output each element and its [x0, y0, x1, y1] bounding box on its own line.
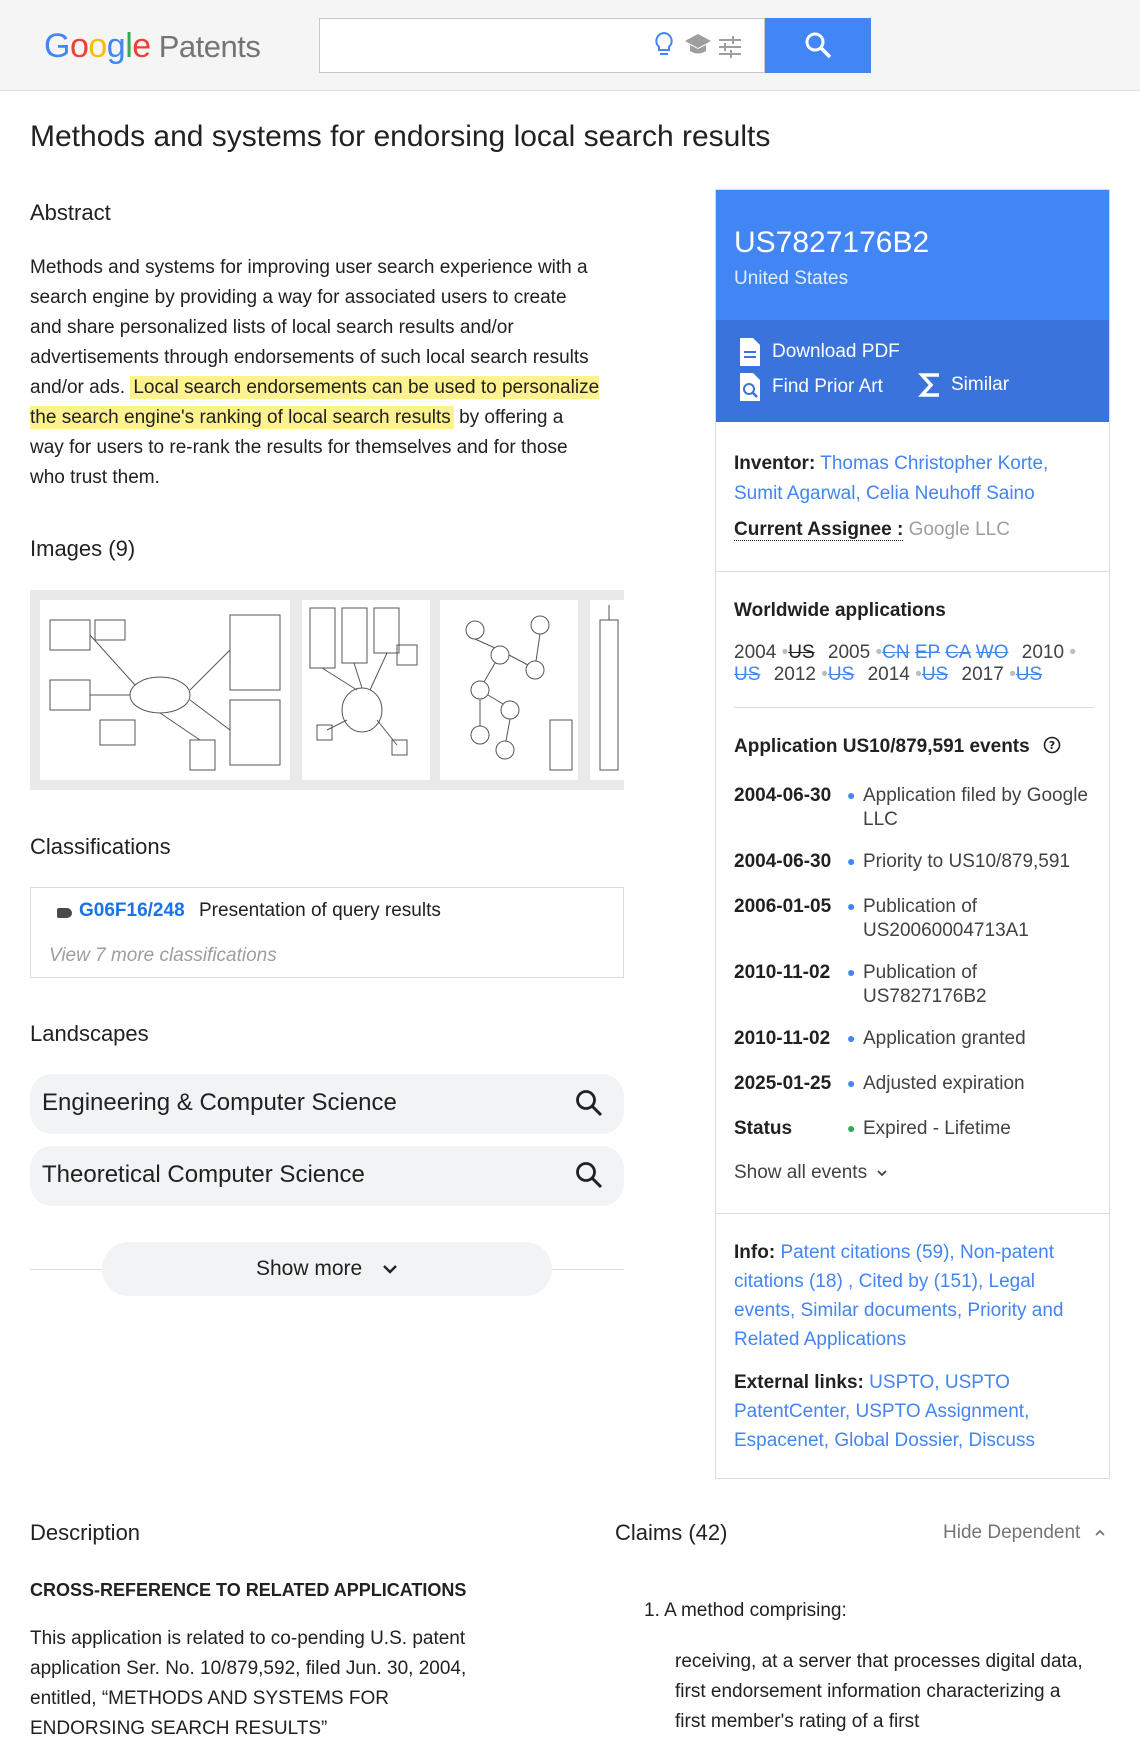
landscape-chip[interactable] [30, 1146, 624, 1206]
status-dot: ● [847, 1120, 856, 1136]
year-label: 2012 [773, 664, 816, 685]
country-link[interactable]: CN [882, 642, 910, 663]
event-date: 2006-01-05 [734, 896, 832, 917]
svg-text:?: ? [1048, 739, 1056, 752]
status-value: Expired - Lifetime [863, 1118, 1011, 1139]
prior-art-search-icon [738, 372, 762, 402]
classification-description: Presentation of query results [199, 900, 441, 921]
landscape-label: Engineering & Computer Science [42, 1089, 397, 1116]
event-dot: ● [847, 964, 856, 980]
download-pdf-label: Download PDF [772, 341, 900, 363]
claim-1-heading: 1. A method comprising: [644, 1600, 847, 1621]
logo-letter: G [44, 27, 70, 65]
info-link[interactable]: Cited by (151) [858, 1271, 978, 1292]
country-link[interactable]: WO [975, 642, 1009, 663]
scholar-icon[interactable] [684, 31, 712, 57]
event-dot: ● [847, 853, 856, 869]
divider [716, 571, 1109, 572]
inventor-link[interactable]: Celia Neuhoff Saino [866, 483, 1035, 504]
external-links-label: External links: [734, 1372, 864, 1393]
search-input[interactable] [319, 18, 765, 73]
worldwide-row: 2004 •US 2005 •CN EP CA WO 2010 • [734, 642, 1077, 663]
info-link[interactable]: Non-patent citations (18) [734, 1242, 1054, 1292]
event-dot: ● [847, 787, 856, 803]
tune-icon[interactable] [718, 36, 742, 58]
info-link[interactable]: Patent citations (59) [780, 1242, 950, 1263]
external-link[interactable]: USPTO PatentCenter [734, 1372, 1010, 1422]
search-icon [804, 31, 832, 59]
inventor-link[interactable]: Sumit Agarwal [734, 483, 856, 504]
help-icon[interactable] [1043, 736, 1061, 754]
worldwide-heading: Worldwide applications [734, 600, 946, 621]
hide-dependent-button[interactable] [943, 1522, 1106, 1544]
info-links: Info: Patent citations (59), Non-patent citations (18) , Cited by (151), Legal events, Similar documents, Priority and Related Applications [734, 1242, 1064, 1350]
label-icon [57, 908, 72, 918]
event-date: 2025-01-25 [734, 1073, 832, 1094]
country-link[interactable]: CA [945, 642, 971, 663]
find-prior-art-label: Find Prior Art [772, 376, 883, 398]
patent-number: US7827176B2 [734, 226, 930, 259]
abstract-heading: Abstract [30, 200, 111, 225]
country-link[interactable]: US [1015, 664, 1043, 685]
event-text: Application filed by Google LLC [863, 785, 1088, 830]
search-icon [574, 1088, 604, 1118]
logo-letter: g [106, 27, 126, 65]
abstract-text-part: Methods and systems for improving user search experience with a search engine by providing a way for associated users to create and share personalized lists of local search results and/or advertisements through endorsements of such local search results and/or ads. [30, 257, 589, 398]
lightbulb-icon[interactable] [653, 31, 675, 59]
status-label: Status [734, 1118, 793, 1139]
sigma-icon [919, 372, 941, 398]
claims-heading: Claims (42) [615, 1520, 728, 1545]
external-link[interactable]: USPTO [869, 1372, 935, 1393]
event-text: Publication of US20060004713A1 [863, 896, 1029, 941]
event-dot: ● [847, 1030, 856, 1046]
year-label: 2010 [1021, 642, 1065, 663]
event-date: 2004-06-30 [734, 785, 832, 806]
external-link[interactable]: USPTO Assignment [855, 1401, 1025, 1422]
assignee-value: Google LLC [908, 519, 1010, 540]
logo-letter: e [132, 27, 151, 65]
divider [734, 707, 1094, 708]
event-dot: ● [847, 898, 856, 914]
claim-1-text: receiving, at a server that processes digital data, first endorsement information characterizing a first member's rating of a first [675, 1651, 1083, 1732]
pdf-file-icon [738, 337, 762, 367]
country-link[interactable]: US [788, 642, 815, 663]
info-link[interactable]: Priority and Related Applications [734, 1300, 1064, 1350]
info-link[interactable]: Legal events [734, 1271, 1036, 1321]
event-text: Publication of US7827176B2 [863, 962, 987, 1007]
show-all-events-button[interactable] [734, 1162, 888, 1184]
chevron-down-icon [382, 1263, 398, 1275]
event-text: Adjusted expiration [863, 1073, 1025, 1094]
patent-country: United States [734, 268, 849, 289]
description-subheading: CROSS-REFERENCE TO RELATED APPLICATIONS [30, 1580, 467, 1600]
logo-letter: l [125, 27, 133, 65]
external-link[interactable]: Espacenet [734, 1430, 824, 1451]
page-title: Methods and systems for endorsing local search results [30, 120, 771, 153]
events-heading [734, 736, 1061, 758]
abstract-highlight: Local search endorsements can be used to personalize the search engine's ranking of local search results [30, 377, 600, 428]
patent-figure-thumbnail[interactable] [590, 600, 630, 780]
classifications-heading: Classifications [30, 834, 171, 859]
download-pdf-button[interactable] [738, 337, 900, 367]
logo-suffix: Patents [158, 29, 261, 64]
external-links: External links: USPTO, USPTO PatentCenter, USPTO Assignment, Espacenet, Global Dossier, Discuss [734, 1372, 1035, 1451]
year-label: 2017 [961, 664, 1004, 685]
event-dot: ● [847, 1075, 856, 1091]
search-button[interactable] [765, 18, 871, 73]
year-label: 2005 [827, 642, 871, 663]
divider [716, 1213, 1109, 1214]
description-heading: Description [30, 1520, 141, 1545]
chevron-up-icon [1094, 1528, 1106, 1538]
patent-actions [716, 320, 1109, 422]
logo-letter: o [69, 27, 89, 65]
patent-info-panel [715, 189, 1110, 1479]
country-link[interactable]: EP [914, 642, 940, 663]
year-label: 2004 [734, 642, 777, 663]
info-link[interactable]: Similar documents [800, 1300, 957, 1321]
search-icon [574, 1160, 604, 1190]
show-more-label: Show more [255, 1257, 363, 1280]
inventor-label: Inventor: [734, 453, 816, 474]
google-patents-logo[interactable] [44, 27, 260, 66]
event-text: Priority to US10/879,591 [863, 851, 1071, 872]
patent-header [716, 190, 1109, 320]
events-heading-label: Application US10/879,591 events [734, 736, 1030, 757]
country-link[interactable]: US [734, 664, 761, 685]
show-more-button[interactable] [102, 1242, 552, 1296]
view-more-classifications-link[interactable]: View 7 more classifications [49, 945, 277, 966]
country-link[interactable]: US [921, 664, 949, 685]
patent-figure-thumbnail[interactable] [302, 600, 430, 780]
country-link[interactable]: US [827, 664, 855, 685]
find-prior-art-button[interactable] [738, 372, 883, 402]
event-date: 2004-06-30 [734, 851, 832, 872]
year-label: 2014 [867, 664, 910, 685]
current-assignee [734, 519, 1010, 541]
similar-label: Similar [951, 374, 1010, 396]
landscape-label: Theoretical Computer Science [42, 1161, 365, 1188]
external-link[interactable]: Global Dossier [834, 1430, 958, 1451]
event-date: 2010-11-02 [734, 1028, 831, 1049]
show-all-events-label: Show all events [734, 1162, 868, 1183]
chevron-down-icon [876, 1168, 888, 1178]
landscapes-heading: Landscapes [30, 1021, 149, 1046]
assignee-label[interactable]: Current Assignee : [734, 519, 904, 540]
classification-code-link[interactable]: G06F16/248 [79, 900, 185, 921]
info-label: Info: [734, 1242, 776, 1263]
landscape-chip[interactable] [30, 1074, 624, 1134]
abstract-text [30, 253, 600, 493]
top-bar [0, 0, 1140, 91]
external-link[interactable]: Discuss [968, 1430, 1035, 1451]
worldwide-row: US 2012 •US 2014 •US 2017 •US [734, 664, 1043, 685]
description-text: This application is related to co-pending U.S. patent application Ser. No. 10/879,592, filed Jun. 30, 2004, entitled, “METHODS AND SYSTEMS FOR ENDORSING SEARCH RESULTS” [30, 1628, 467, 1739]
event-text: Application granted [863, 1028, 1026, 1049]
images-heading: Images (9) [30, 536, 136, 561]
patent-figure-thumbnail[interactable] [40, 600, 290, 780]
event-date: 2010-11-02 [734, 962, 831, 983]
abstract-text-part: by offering a way for users to re-rank the results for themselves and for those who trust them. [30, 407, 568, 488]
classification-card [30, 887, 624, 978]
inventor-link[interactable]: Thomas Christopher Korte [820, 453, 1044, 474]
logo-letter: o [88, 27, 107, 65]
hide-dependent-label: Hide Dependent [943, 1522, 1081, 1543]
image-carousel[interactable] [30, 590, 624, 790]
inventors: Inventor: Thomas Christopher Korte, Sumit Agarwal, Celia Neuhoff Saino [734, 453, 1049, 504]
patent-figure-thumbnail[interactable] [440, 600, 578, 780]
similar-button[interactable] [919, 372, 1009, 398]
